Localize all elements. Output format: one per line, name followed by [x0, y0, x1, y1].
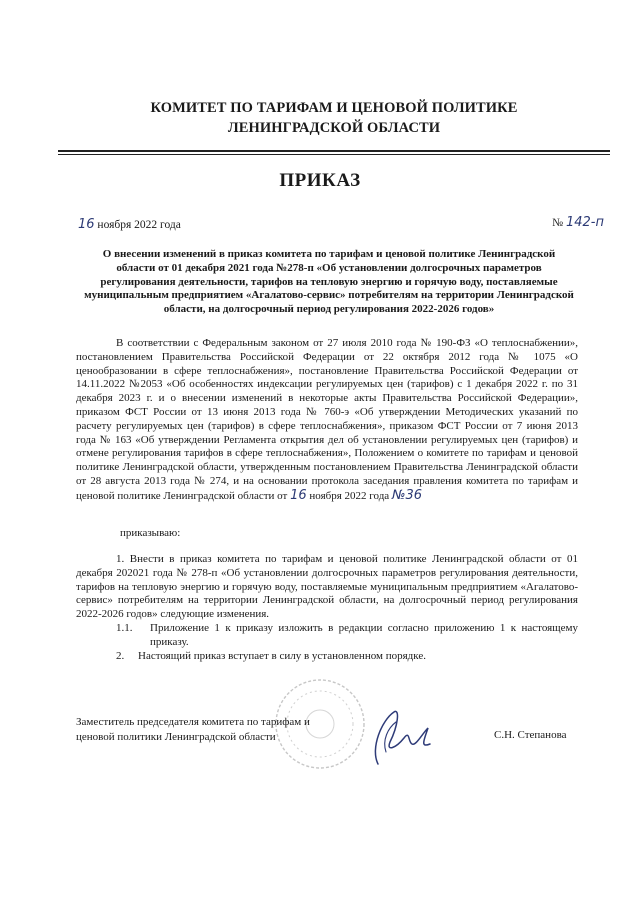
- handwritten-signature: [360, 700, 440, 770]
- order-item-1-1: [76, 622, 578, 650]
- protocol-date-rest: ноября 2022 года: [306, 489, 392, 502]
- item-2-number: 2.: [116, 649, 125, 662]
- header-rule-thick: [58, 150, 610, 152]
- org-name-line2: ЛЕНИНГРАДСКОЙ ОБЛАСТИ: [227, 120, 441, 136]
- signatory-position-line2: ценовой политики Ленинградской области: [76, 730, 276, 743]
- order-item-1: 1. Внести в приказ комитета по тарифам и ценовой политике Ленинградской области от 01 декабря 202021 года № 278-п «Об установлении долгосрочных параметров регулирования деятельности, тарифов на тепловую энергию и горячую воду, поставляемые муниципальным предприятием «Агалатово-сервис» потребителям на территории Ленинградской области, на долгосрочный период регулирования 2022-2026 годов» следующие изменения.: [76, 553, 578, 621]
- order-item-2: [76, 650, 578, 664]
- item-1-1-number: 1.1.: [116, 621, 133, 634]
- document-type-title: ПРИКАЗ: [279, 170, 361, 191]
- handwritten-protocol-number: №36: [391, 487, 422, 503]
- decree-word: приказываю:: [120, 527, 181, 539]
- handwritten-order-number: 142-п: [565, 215, 604, 230]
- item-2-text: Настоящий приказ вступает в силу в установленном порядке.: [138, 649, 426, 662]
- org-name-line1: КОМИТЕТ ПО ТАРИФАМ И ЦЕНОВОЙ ПОЛИТИКЕ: [150, 100, 518, 116]
- date-month-year: ноября 2022 года: [94, 219, 181, 231]
- signatory-name: С.Н. Степанова: [494, 729, 567, 741]
- preamble-text: В соответствии с Федеральным законом от 27 июля 2010 года № 190-ФЗ «О теплоснабжении», постановлением Правительства Российской Федерации от 22 октября 2012 года № 1075 «О ценообразовании в сфере теплоснабжения», постановление Правительства Российской Федерации от 14.11.2022 №2053 «Об особенностях индексации регулируемых цен (тарифов) с 1 декабря 2022 г. по 31 декабря 2023 г. и о внесении изменений в некоторые акты Правительства Российской Федерации», приказом ФСТ России от 13 июня 2013 года № 760-э «Об утверждении Методических указаний по расчету регулируемых цен (тарифов) в сфере теплоснабжения», приказом ФСТ России от 7 июня 2013 года № 163 «Об утверждении Регламента открытия дел об установлении регулируемых цен (тарифов) и отмене регулирования тарифов в сфере теплоснабжения», Положением о комитете по тарифам и ценовой политике Ленинградской области, утвержденным постановлением Правительства Ленинградской области от 28 августа 2013 года № 274, и на основании протокола заседания правления комитета по тарифам и ценовой политике Ленинградской области от: [76, 337, 578, 502]
- item-1-1-text: Приложение 1 к приказу изложить в редакции согласно приложению 1 к настоящему приказу.: [150, 621, 578, 648]
- header-rule-thin: [58, 154, 610, 155]
- issuing-organization: [60, 98, 608, 138]
- order-subject: О внесении изменений в приказ комитета по тарифам и ценовой политике Ленинградской области от 01 декабря 2021 года №278-п «Об установлении долгосрочных параметров регулирования деятельности, тарифов на тепловую энергию и горячую воду, поставляемые муниципальным предприятием «Агалатово-сервис» потребителям на территории Ленинградской области, на долгосрочный период регулирования 2022-2026 годов»: [84, 248, 574, 316]
- order-items: [76, 553, 578, 663]
- handwritten-date-day: 16: [78, 217, 95, 232]
- preamble-paragraph: [76, 337, 578, 504]
- signatory-position: [76, 715, 310, 744]
- handwritten-protocol-day: 16: [290, 487, 307, 503]
- order-number: [552, 215, 604, 230]
- signatory-position-line1: Заместитель председателя комитета по тарифам и: [76, 716, 310, 728]
- order-date: [78, 217, 181, 232]
- number-sign: №: [552, 217, 564, 229]
